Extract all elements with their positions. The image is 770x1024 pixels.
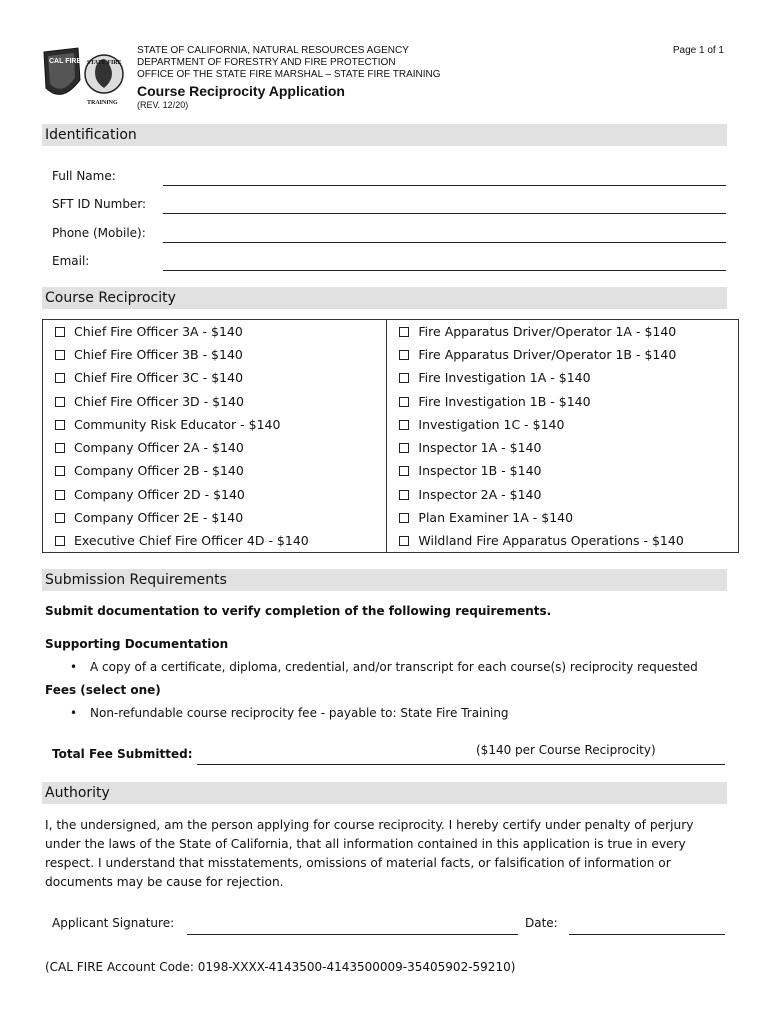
phone-field[interactable] — [163, 225, 726, 243]
course-label: Wildland Fire Apparatus Operations - $140 — [418, 533, 684, 549]
course-option-right[interactable] — [387, 436, 739, 459]
email-label: Email: — [52, 254, 90, 268]
course-checkbox[interactable] — [399, 443, 409, 453]
course-reciprocity-heading: Course Reciprocity — [42, 287, 727, 309]
course-label: Inspector 2A - $140 — [418, 486, 542, 502]
course-label: Plan Examiner 1A - $140 — [418, 510, 574, 526]
course-checklist — [42, 319, 739, 553]
course-label: Investigation 1C - $140 — [418, 416, 565, 432]
course-label: Fire Investigation 1A - $140 — [418, 370, 591, 386]
total-fee-note: ($140 per Course Reciprocity) — [476, 743, 656, 757]
account-code: (CAL FIRE Account Code: 0198-XXXX-4143500-4143500009-35405902-59210) — [45, 960, 516, 974]
course-option-left[interactable] — [43, 506, 387, 529]
course-checkbox[interactable] — [399, 513, 409, 523]
date-label: Date: — [525, 916, 558, 930]
agency-line-2: DEPARTMENT OF FORESTRY AND FIRE PROTECTION — [137, 57, 396, 68]
course-checkbox[interactable] — [399, 350, 409, 360]
course-option-left[interactable] — [43, 343, 387, 366]
course-checkbox[interactable] — [399, 397, 409, 407]
course-option-left[interactable] — [43, 320, 387, 343]
course-checkbox[interactable] — [55, 373, 65, 383]
full-name-row — [52, 166, 726, 186]
course-row — [43, 459, 739, 482]
supporting-documentation-heading: Supporting Documentation — [45, 637, 229, 651]
course-option-right[interactable] — [387, 506, 739, 529]
course-option-left[interactable] — [43, 483, 387, 506]
course-row — [43, 389, 739, 412]
form-revision: (REV. 12/20) — [137, 100, 189, 110]
course-checkbox[interactable] — [399, 490, 409, 500]
course-checkbox[interactable] — [55, 327, 65, 337]
course-label: Community Risk Educator - $140 — [74, 416, 281, 432]
course-option-right[interactable] — [387, 389, 739, 412]
course-checkbox[interactable] — [55, 420, 65, 430]
course-checkbox[interactable] — [55, 466, 65, 476]
logo-right-text: STATE FIRE — [87, 60, 122, 66]
course-option-right[interactable] — [387, 343, 739, 366]
course-checkbox[interactable] — [399, 536, 409, 546]
date-field[interactable] — [569, 934, 725, 935]
course-option-right[interactable] — [387, 366, 739, 389]
course-label: Fire Apparatus Driver/Operator 1A - $140 — [418, 323, 677, 339]
course-row — [43, 483, 739, 506]
course-checkbox[interactable] — [55, 443, 65, 453]
course-row — [43, 343, 739, 366]
course-option-right[interactable] — [387, 413, 739, 436]
full-name-label: Full Name: — [52, 169, 116, 183]
course-label: Company Officer 2B - $140 — [74, 463, 244, 479]
course-label: Chief Fire Officer 3D - $140 — [74, 393, 244, 409]
total-fee-field[interactable] — [197, 764, 725, 765]
course-label: Company Officer 2A - $140 — [74, 440, 244, 456]
course-label: Executive Chief Fire Officer 4D - $140 — [74, 533, 309, 549]
sft-id-row — [52, 194, 726, 214]
identification-heading: Identification — [42, 124, 727, 146]
course-checkbox[interactable] — [399, 466, 409, 476]
course-label: Company Officer 2E - $140 — [74, 510, 244, 526]
course-checkbox[interactable] — [399, 327, 409, 337]
course-option-left[interactable] — [43, 413, 387, 436]
course-checkbox[interactable] — [55, 397, 65, 407]
form-title: Course Reciprocity Application — [137, 83, 345, 99]
course-label: Inspector 1A - $140 — [418, 440, 542, 456]
authority-heading: Authority — [42, 782, 727, 804]
course-option-right[interactable] — [387, 529, 739, 552]
course-option-right[interactable] — [387, 459, 739, 482]
course-label: Chief Fire Officer 3B - $140 — [74, 346, 243, 362]
course-label: Fire Apparatus Driver/Operator 1B - $140 — [418, 346, 677, 362]
submission-intro: Submit documentation to verify completion of the following requirements. — [45, 604, 552, 618]
applicant-signature-field[interactable] — [187, 934, 518, 935]
course-label: Inspector 1B - $140 — [418, 463, 542, 479]
course-label: Fire Investigation 1B - $140 — [418, 393, 591, 409]
applicant-signature-label: Applicant Signature: — [52, 916, 175, 930]
authority-statement: I, the undersigned, am the person applying for course reciprocity. I hereby certify under penalty of perjury under the laws of the State of California, that all information contained in this application is true in every respect. I understand that misstatements, omissions of material facts, or falsification of information or documents may be cause for rejection. — [45, 818, 694, 889]
course-checkbox[interactable] — [399, 373, 409, 383]
course-option-left[interactable] — [43, 436, 387, 459]
course-row — [43, 436, 739, 459]
course-checkbox[interactable] — [55, 350, 65, 360]
course-row — [43, 529, 739, 552]
logo-right-text-bottom: TRAINING — [87, 100, 118, 106]
course-option-left[interactable] — [43, 366, 387, 389]
full-name-field[interactable] — [163, 168, 726, 186]
course-row — [43, 506, 739, 529]
logo-left-text: CAL FIRE — [49, 58, 82, 65]
email-row — [52, 251, 726, 271]
course-option-right[interactable] — [387, 320, 739, 343]
supporting-documentation-item: • A copy of a certificate, diploma, credential, and/or transcript for each course(s) reciprocity requested — [90, 660, 698, 674]
total-fee-label: Total Fee Submitted: — [52, 747, 193, 761]
course-option-left[interactable] — [43, 459, 387, 482]
submission-heading: Submission Requirements — [42, 569, 727, 591]
course-checkbox[interactable] — [55, 490, 65, 500]
course-label: Chief Fire Officer 3A - $140 — [74, 323, 243, 339]
course-row — [43, 366, 739, 389]
sft-id-label: SFT ID Number: — [52, 197, 147, 211]
phone-row — [52, 223, 726, 243]
course-label: Chief Fire Officer 3C - $140 — [74, 370, 244, 386]
course-label: Company Officer 2D - $140 — [74, 486, 245, 502]
sft-id-field[interactable] — [163, 196, 726, 214]
page-number: Page 1 of 1 — [672, 45, 724, 56]
form-header — [137, 45, 441, 111]
course-row — [43, 413, 739, 436]
email-field[interactable] — [163, 253, 726, 271]
agency-line-3: OFFICE OF THE STATE FIRE MARSHAL – STATE FIRE TRAINING — [137, 69, 441, 80]
course-option-left[interactable] — [43, 529, 387, 552]
fees-heading: Fees (select one) — [45, 683, 161, 697]
fees-item: • Non-refundable course reciprocity fee - payable to: State Fire Training — [90, 706, 509, 720]
course-checkbox[interactable] — [55, 513, 65, 523]
phone-label: Phone (Mobile): — [52, 226, 146, 240]
course-option-left[interactable] — [43, 389, 387, 412]
course-checkbox[interactable] — [55, 536, 65, 546]
course-option-right[interactable] — [387, 483, 739, 506]
course-checkbox[interactable] — [399, 420, 409, 430]
course-row — [43, 320, 739, 343]
agency-line-1: STATE OF CALIFORNIA, NATURAL RESOURCES AGENCY — [137, 45, 409, 56]
